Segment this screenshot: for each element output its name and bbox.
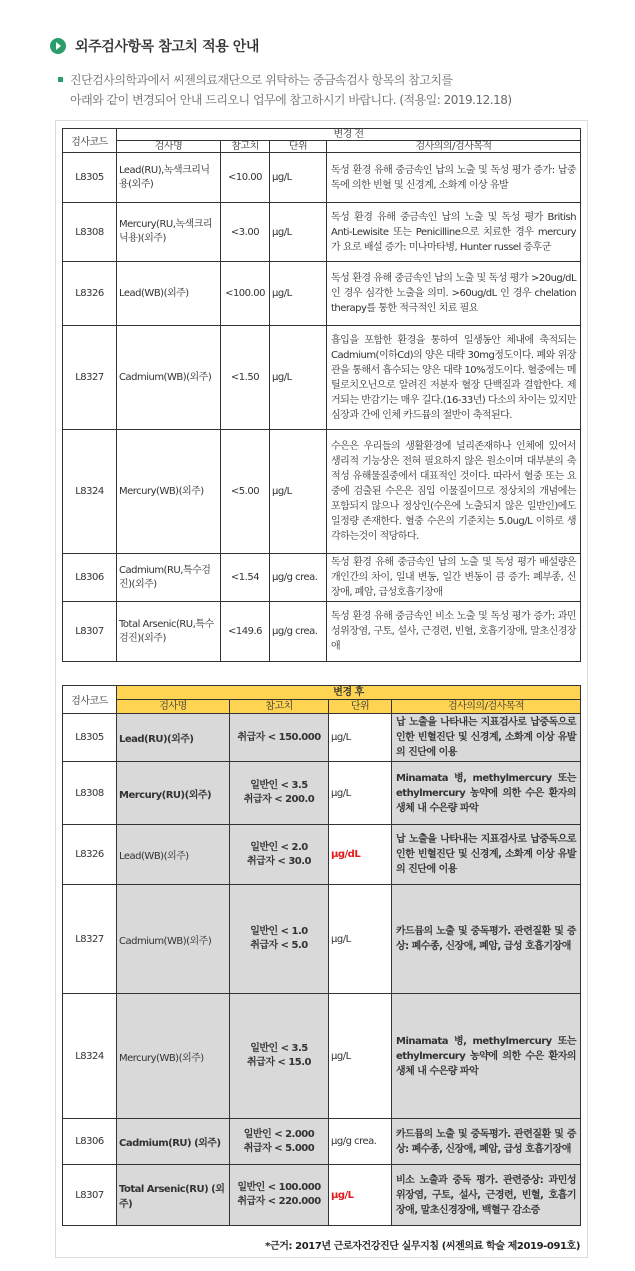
ref-line-2: 취급자 < 5.000: [243, 1142, 315, 1154]
meaning-cell: 독성 환경 유해 중금속인 납의 노출 및 독성 평가 배설량은 개인간의 차이, 일내 변동, 일간 변동이 큼 증가: 폐부종, 신장애, 폐암, 급성호흡기장애: [327, 554, 581, 602]
table-row: [63, 203, 581, 262]
meaning-cell: Minamata 병, methylmercury 또는 ethylmercury 농약에 의한 수은 환자의 생체 내 수은량 파악: [392, 762, 581, 825]
ref-line-2: 취급자 < 5.0: [250, 940, 308, 951]
unit-cell: μg/dL: [329, 825, 392, 885]
table-row: [63, 1119, 581, 1165]
code-cell: L8307: [63, 1165, 117, 1226]
unit-cell: μg/L: [329, 994, 392, 1119]
code-header: 검사코드: [63, 129, 117, 153]
name-cell: Mercury(RU,녹색크리닉용)(외주): [117, 203, 221, 262]
before-change-table: [62, 128, 581, 662]
name-cell: Lead(WB)(외주): [117, 825, 230, 885]
meaning-cell: 수은은 우리들의 생활환경에 널리존재하나 인체에 있어서 생리적 기능상은 전혀 필요하지 않은 원소이며 대부분의 축적성 유해물질중에서 대표적인 것이다. 따라서 혈중 또는 요중에 검출된 수은은 짐입 이물질이므로 정상치의 개념에는 포함되지 않으나 정상인(수은에 노출되지 않은 일반인)에도 일정량 존재한다. 혈중 수은의 기준치는 5.0ug/L 이하로 생각하는것이 적당하다.: [327, 430, 581, 554]
source-footnote: *근거: 2017년 근로자건강진단 실무지침 (씨젠의료 학술 제2019-091호): [265, 1241, 580, 1252]
circle-arrow-icon: [50, 38, 66, 54]
unit-cell: μg/g crea.: [329, 1119, 392, 1165]
ref-line-1: 일반인 < 2.000: [243, 1128, 315, 1140]
code-cell: L8306: [63, 554, 117, 602]
ref-line-1: 일반인 < 2.0: [250, 841, 308, 853]
name-cell: Mercury(WB)(외주): [117, 430, 221, 554]
meaning-cell: 독성 환경 유해 중금속인 납의 노출 및 독성 평가 증가: 납중독에 의한 빈혈 및 신경계, 소화계 이상 유발: [327, 153, 581, 203]
table-row: [63, 326, 581, 430]
name-cell: Mercury(WB)(외주): [117, 994, 230, 1119]
table-row: [63, 714, 581, 762]
meaning-cell: 독성 환경 유해 중금속인 비소 노출 및 독성 평가 증가: 과민성위장염, 구토, 설사, 근경련, 빈혈, 호흡기장애, 말초신경장애: [327, 602, 581, 662]
ref-line-2: 취급자 < 30.0: [247, 855, 311, 867]
meaning-cell: 카드뮴의 노출 및 중독평가. 관련질환 및 증상: 폐수종, 신장애, 폐암, 급성 호흡기장애: [392, 885, 581, 994]
ref-cell: [230, 1119, 329, 1165]
group-header: 변경 후: [117, 686, 581, 700]
code-cell: L8327: [63, 885, 117, 994]
unit-cell: μg/L: [270, 203, 327, 262]
meaning-cell: 카드뮴의 노출 및 중독평가. 관련질환 및 증상: 폐수종, 신장애, 폐암, 급성 호흡기장애: [392, 1119, 581, 1165]
ref-cell: <10.00: [221, 153, 270, 203]
ref-line-1: 일반인 < 3.5: [250, 780, 308, 791]
table-row: [63, 602, 581, 662]
code-cell: L8306: [63, 1119, 117, 1165]
name-cell: Total Arsenic(RU) (외주): [117, 1165, 230, 1226]
name-cell: Cadmium(WB)(외주): [117, 885, 230, 994]
ref-line-2: 취급자 < 15.0: [247, 1057, 311, 1068]
ref-cell: <5.00: [221, 430, 270, 554]
code-cell: L8305: [63, 153, 117, 203]
code-cell: L8324: [63, 994, 117, 1119]
ref-cell: [230, 714, 329, 762]
table-row: [63, 885, 581, 994]
square-bullet-icon: [58, 77, 63, 82]
unit-cell: μg/L: [270, 430, 327, 554]
notice-header: [50, 34, 610, 110]
code-cell: L8324: [63, 430, 117, 554]
table-row: [63, 153, 581, 203]
table-header-row: [63, 686, 581, 700]
name-cell: Cadmium(RU) (외주): [117, 1119, 230, 1165]
code-cell: L8327: [63, 326, 117, 430]
name-cell: Cadmium(RU,특수검진)(외주): [117, 554, 221, 602]
unit-cell: μg/L: [270, 326, 327, 430]
table-subheader-row: [63, 700, 581, 714]
table-row: [63, 762, 581, 825]
ref-line-2: 취급자 < 220.000: [237, 1196, 321, 1207]
ref-line-1: 일반인 < 1.0: [250, 926, 308, 937]
meaning-cell: 비소 노출과 중독 평가. 관련증상: 과민성 위장염, 구토, 설사, 근경련, 빈혈, 호흡기 장애, 말초신경장애, 백혈구 감소증: [392, 1165, 581, 1226]
table-header-row: [63, 129, 581, 141]
name-cell: Total Arsenic(RU,특수검진)(외주): [117, 602, 221, 662]
unit-cell: μg/L: [270, 262, 327, 326]
ref-cell: [230, 994, 329, 1119]
ref-line-2: 취급자 < 200.0: [243, 794, 315, 805]
unit-cell: μg/g crea.: [270, 602, 327, 662]
meaning-cell: 독성 환경 유해 중금속인 납의 노출 및 독성 평가 British Anti-Lewisite 또는 Penicilline으로 치료한 경우 mercury가 요로 배설 증가: 미나마타병, Hunter russel 증후군: [327, 203, 581, 262]
notice-description: [50, 70, 610, 110]
ref-cell: <3.00: [221, 203, 270, 262]
name-header: 검사명: [117, 700, 230, 714]
unit-cell: μg/L: [329, 762, 392, 825]
ref-cell: <149.6: [221, 602, 270, 662]
name-cell: Lead(RU)(외주): [117, 714, 230, 762]
ref-cell: [230, 885, 329, 994]
code-cell: L8308: [63, 203, 117, 262]
unit-cell: μg/L: [329, 885, 392, 994]
meaning-cell: Minamata 병, methylmercury 또는 ethylmercury 농약에 의한 수은 환자의 생체 내 수은량 파악: [392, 994, 581, 1119]
code-cell: L8305: [63, 714, 117, 762]
table-row: [63, 430, 581, 554]
code-header: 검사코드: [63, 686, 117, 714]
table-row: [63, 1165, 581, 1226]
meaning-cell: 납 노출을 나타내는 지표검사로 납중독으로 인한 빈혈진단 및 신경계, 소화계 이상 유발의 진단에 이용: [392, 714, 581, 762]
meaning-header: 검사의의/검사목적: [392, 700, 581, 714]
ref-cell: [230, 762, 329, 825]
unit-cell: μg/L: [329, 714, 392, 762]
description-line-1: 진단검사의학과에서 씨젠의료재단으로 위탁하는 중금속검사 항목의 참고치를: [70, 73, 453, 87]
meaning-cell: 흡입을 포함한 환경을 통하여 일생동안 체내에 축적되는 Cadmium(이하Cd)의 양은 대략 30mg정도이다. 폐와 위장관을 통해서 흡수되는 양은 대략 10%정도이다. 혈중에는 메틸로치오닌으로 알려진 저분자 혈장 단백질과 결합한다. 제거되는 반감기는 매우 길다.(16-33년) 다소의 차이는 있지만 심장과 간에 인체 카드뮴의 절반이 축적된다.: [327, 326, 581, 430]
page-title: 외주검사항목 참고치 적용 안내: [75, 39, 260, 55]
name-cell: Lead(WB)(외주): [117, 262, 221, 326]
ref-cell: <1.50: [221, 326, 270, 430]
ref-cell: <1.54: [221, 554, 270, 602]
code-cell: L8307: [63, 602, 117, 662]
code-cell: L8326: [63, 825, 117, 885]
ref-cell: [230, 1165, 329, 1226]
table-subheader-row: [63, 141, 581, 153]
after-change-table: [62, 685, 581, 1226]
ref-line-1: 일반인 < 3.5: [250, 1043, 308, 1054]
name-cell: Mercury(RU)(외주): [117, 762, 230, 825]
table-row: [63, 554, 581, 602]
unit-header: 단위: [270, 141, 327, 153]
table-row: [63, 262, 581, 326]
title-row: [50, 34, 610, 58]
unit-header: 단위: [329, 700, 392, 714]
description-line-2: 아래와 같이 변경되어 안내 드리오니 업무에 참고하시기 바랍니다. (적용일: 2019.12.18): [70, 93, 512, 107]
meaning-cell: 납 노출을 나타내는 지표검사로 납중독으로 인한 빈혈진단 및 신경계, 소화계 이상 유발의 진단에 이용: [392, 825, 581, 885]
meaning-cell: 독성 환경 유해 중금속인 납의 노출 및 독성 평가 >20ug/dL인 경우 심각한 노출을 의미. >60ug/dL 인 경우 chelation therapy를 통한 적극적인 치료 필요: [327, 262, 581, 326]
unit-cell: μg/L: [270, 153, 327, 203]
table-row: [63, 825, 581, 885]
unit-cell: μg/L: [329, 1165, 392, 1226]
meaning-header: 검사의의/검사목적: [327, 141, 581, 153]
name-cell: Cadmium(WB)(외주): [117, 326, 221, 430]
table-row: [63, 994, 581, 1119]
name-cell: Lead(RU),녹색크리닉용(외주): [117, 153, 221, 203]
ref-line-1: 일반인 < 100.000: [237, 1182, 321, 1193]
unit-cell: μg/g crea.: [270, 554, 327, 602]
ref-header: 참고치: [221, 141, 270, 153]
code-cell: L8326: [63, 262, 117, 326]
code-cell: L8308: [63, 762, 117, 825]
ref-line-1: 취급자 < 150.000: [237, 731, 321, 743]
name-header: 검사명: [117, 141, 221, 153]
ref-header: 참고치: [230, 700, 329, 714]
group-header: 변경 전: [117, 129, 581, 141]
ref-cell: <100.00: [221, 262, 270, 326]
ref-cell: [230, 825, 329, 885]
